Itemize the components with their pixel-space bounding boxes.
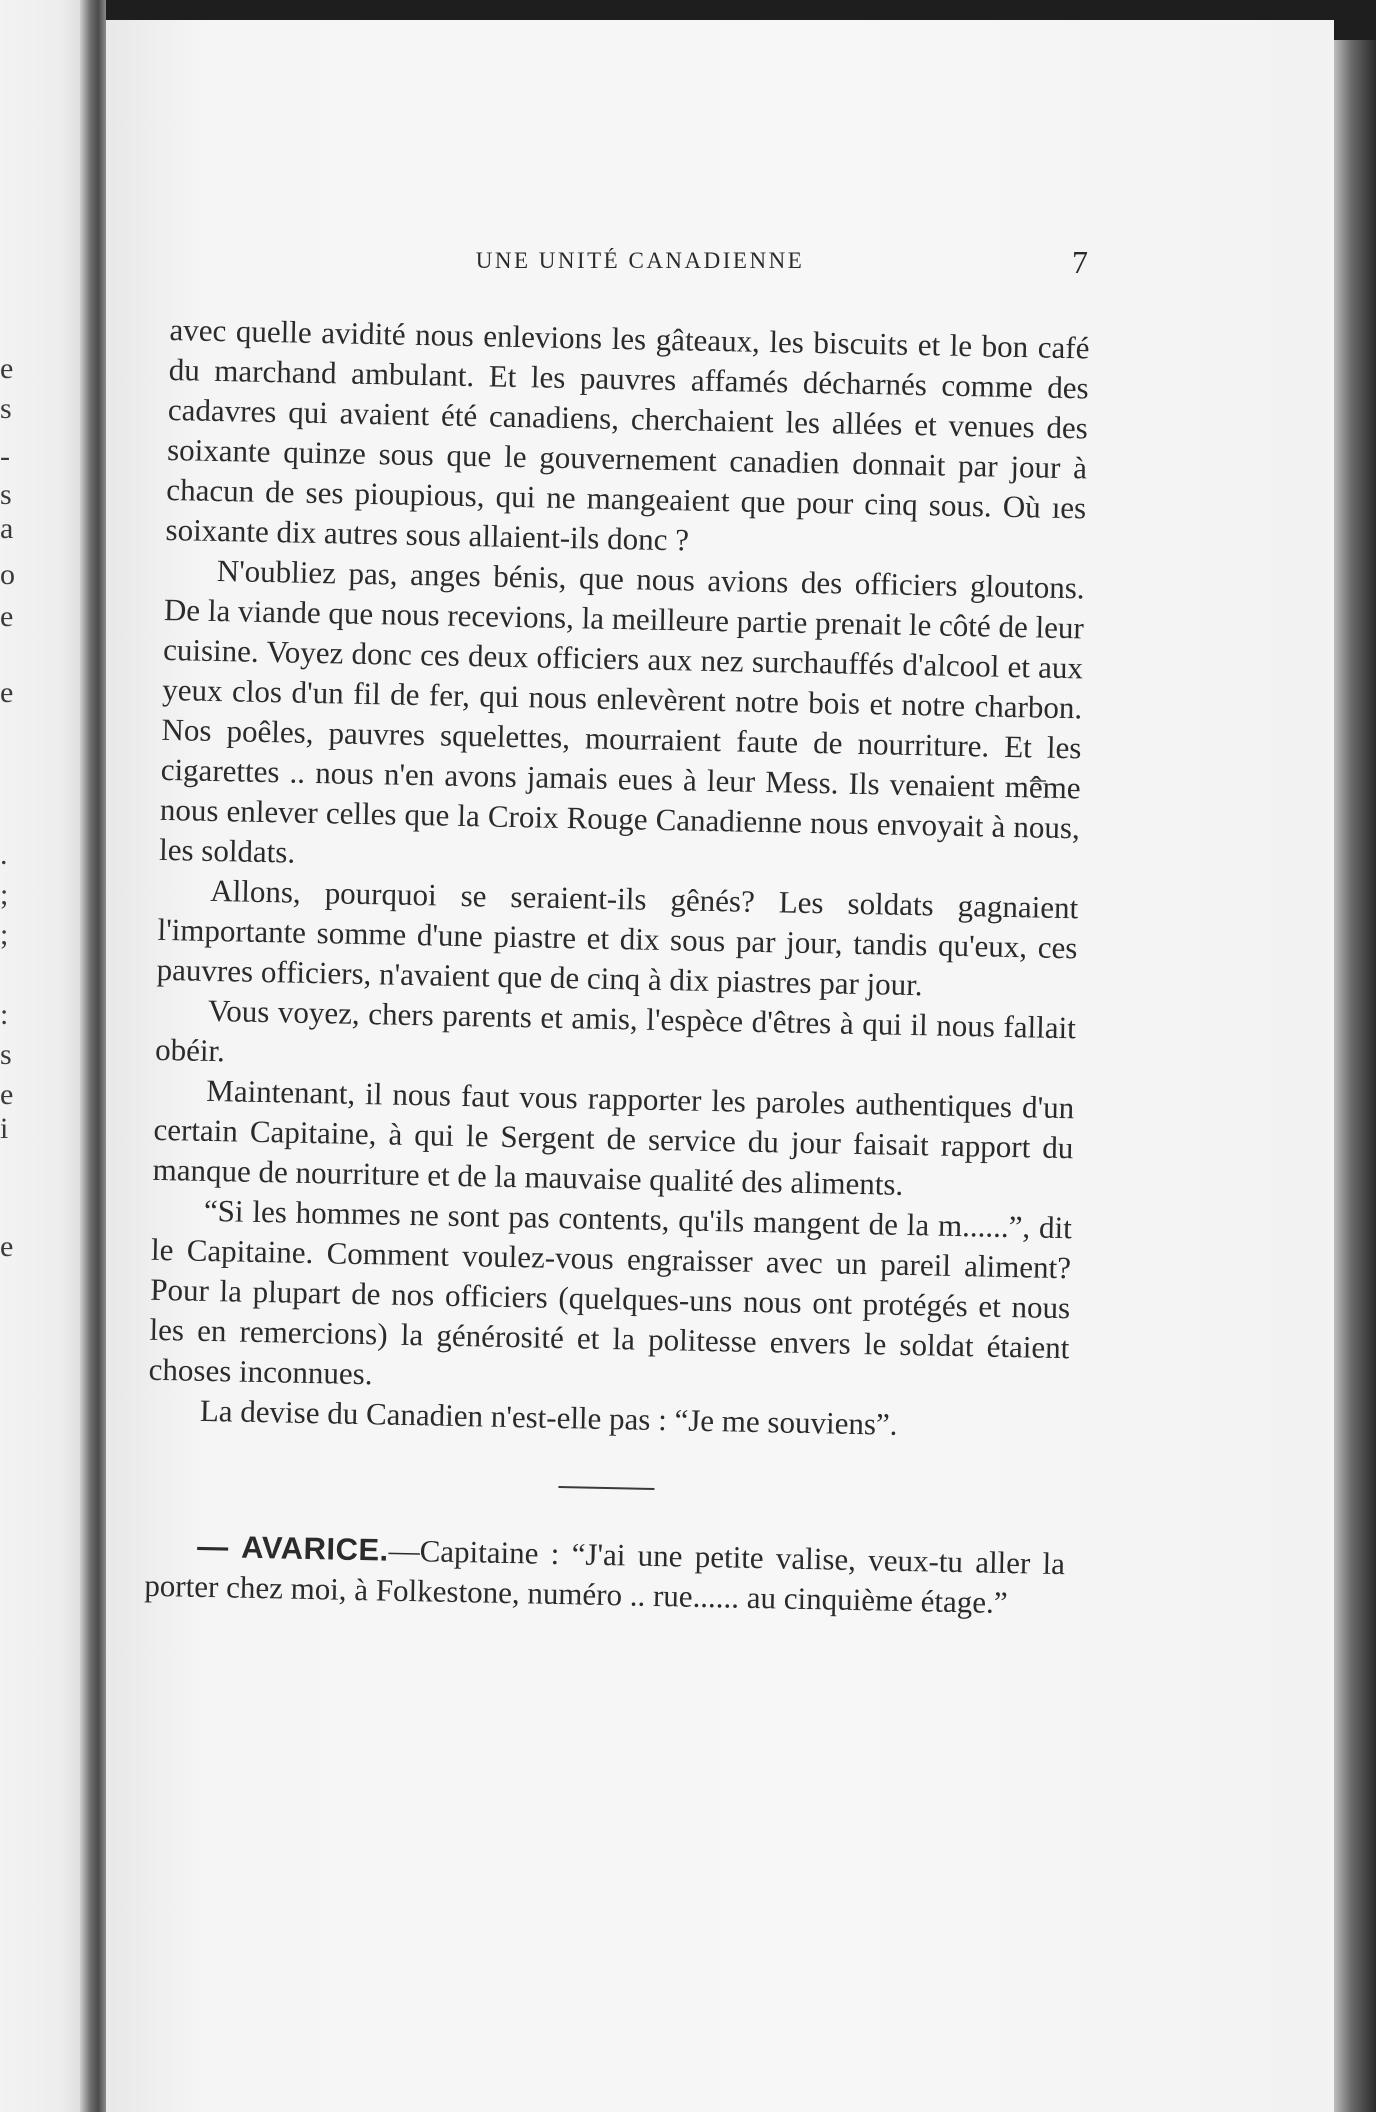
- facing-page-fragment: a: [0, 512, 14, 545]
- paragraph: La devise du Canadien n'est-elle pas : “Je me souviens”.: [199, 1392, 898, 1442]
- facing-page-edge: [0, 0, 88, 2112]
- facing-page-fragment: e: [0, 676, 14, 709]
- facing-page-fragment: e: [0, 1078, 14, 1111]
- running-header: UNE UNITÉ CANADIENNE: [475, 248, 805, 273]
- page-number: 7: [1072, 244, 1088, 280]
- facing-page-fragment: -: [0, 440, 10, 473]
- facing-page-fragment: o: [0, 558, 15, 591]
- paragraph: “Si les hommes ne sont pas contents, qu'ils mangent de la m......”, dit le Capitaine. Comment voulez-vous engraisser avec un pareil aliment? Pour la plupart de nos officiers (quelques-uns nous ont protégés et nous les en remercions) la générosité et la politesse envers le soldat étaient choses inconnues.: [148, 1192, 1073, 1392]
- paragraph: avec quelle avidité nous enlevions les gâteaux, les biscuits et le bon café du marchand ambulant. Et les pauvres affamés décharnés comme des cadavres qui avaient été canadiens, cherchaient les allées et venues des soixante quinze sous que le gouvernement canadien donnait par jour à chacun de ses pioupious, qui ne mangeaient que pour cinq sous. Où ıes soixante dix autres sous allaient-ils donc ?: [165, 311, 1090, 558]
- facing-page-fragment: ;: [0, 878, 9, 911]
- paragraph: Allons, pourquoi se seraient-ils gênés? Les soldats gagnaient l'importante somme d'une piastre et dix sous par jour, tandis qu'eux, ces pauvres officiers, n'avaient que de cinq à dix piastres par jour.: [156, 872, 1079, 1003]
- section-divider: [558, 1486, 654, 1490]
- facing-page-fragment: i: [0, 1112, 9, 1145]
- facing-page-fragment: s: [0, 392, 12, 425]
- page-body: [144, 310, 1090, 1624]
- book-gutter: [80, 0, 106, 2112]
- page-edge-shadow: [1334, 40, 1376, 2112]
- facing-page-fragment: s: [0, 1038, 12, 1071]
- anecdote-text: —Capitaine : “J'ai une petite valise, veux-tu aller la porter chez moi, à Folkestone, numéro .. rue...... au cinquième étage.”: [144, 1532, 1066, 1621]
- paragraph: Vous voyez, chers parents et amis, l'espèce d'êtres à qui il nous fallait obéir.: [154, 992, 1077, 1069]
- facing-page-fragment: e: [0, 600, 14, 633]
- facing-page-fragment: .: [0, 838, 8, 871]
- anecdote-label: — AVARICE.: [196, 1528, 390, 1568]
- facing-page-fragment: e: [0, 352, 14, 385]
- facing-page-fragment: s: [0, 478, 12, 511]
- facing-page-fragment: :: [0, 998, 9, 1031]
- facing-page-fragment: ;: [0, 918, 9, 951]
- paragraph: N'oubliez pas, anges bénis, que nous avions des officiers gloutons. De la viande que nous recevions, la meilleure partie prenait le côté de leur cuisine. Voyez donc ces deux officiers aux nez surchauffés d'alcool et aux yeux clos d'un fil de fer, qui nous enlevèrent notre bois et notre charbon. Nos poêles, pauvres squelettes, mourraient faute de nourriture. Et les cigarettes .. nous n'en avons jamais eues à leur Mess. Ils venaient même nous enlever celles que la Croix Rouge Canadienne nous envoyait à nous, les soldats.: [158, 552, 1085, 870]
- facing-page-fragment: e: [0, 1230, 14, 1263]
- paragraph: Maintenant, il nous faut vous rapporter les paroles authentiques d'un certain Capitaine, à qui le Sergent de service du jour faisait rapport du manque de nourriture et de la mauvaise qualité des aliments.: [152, 1072, 1075, 1202]
